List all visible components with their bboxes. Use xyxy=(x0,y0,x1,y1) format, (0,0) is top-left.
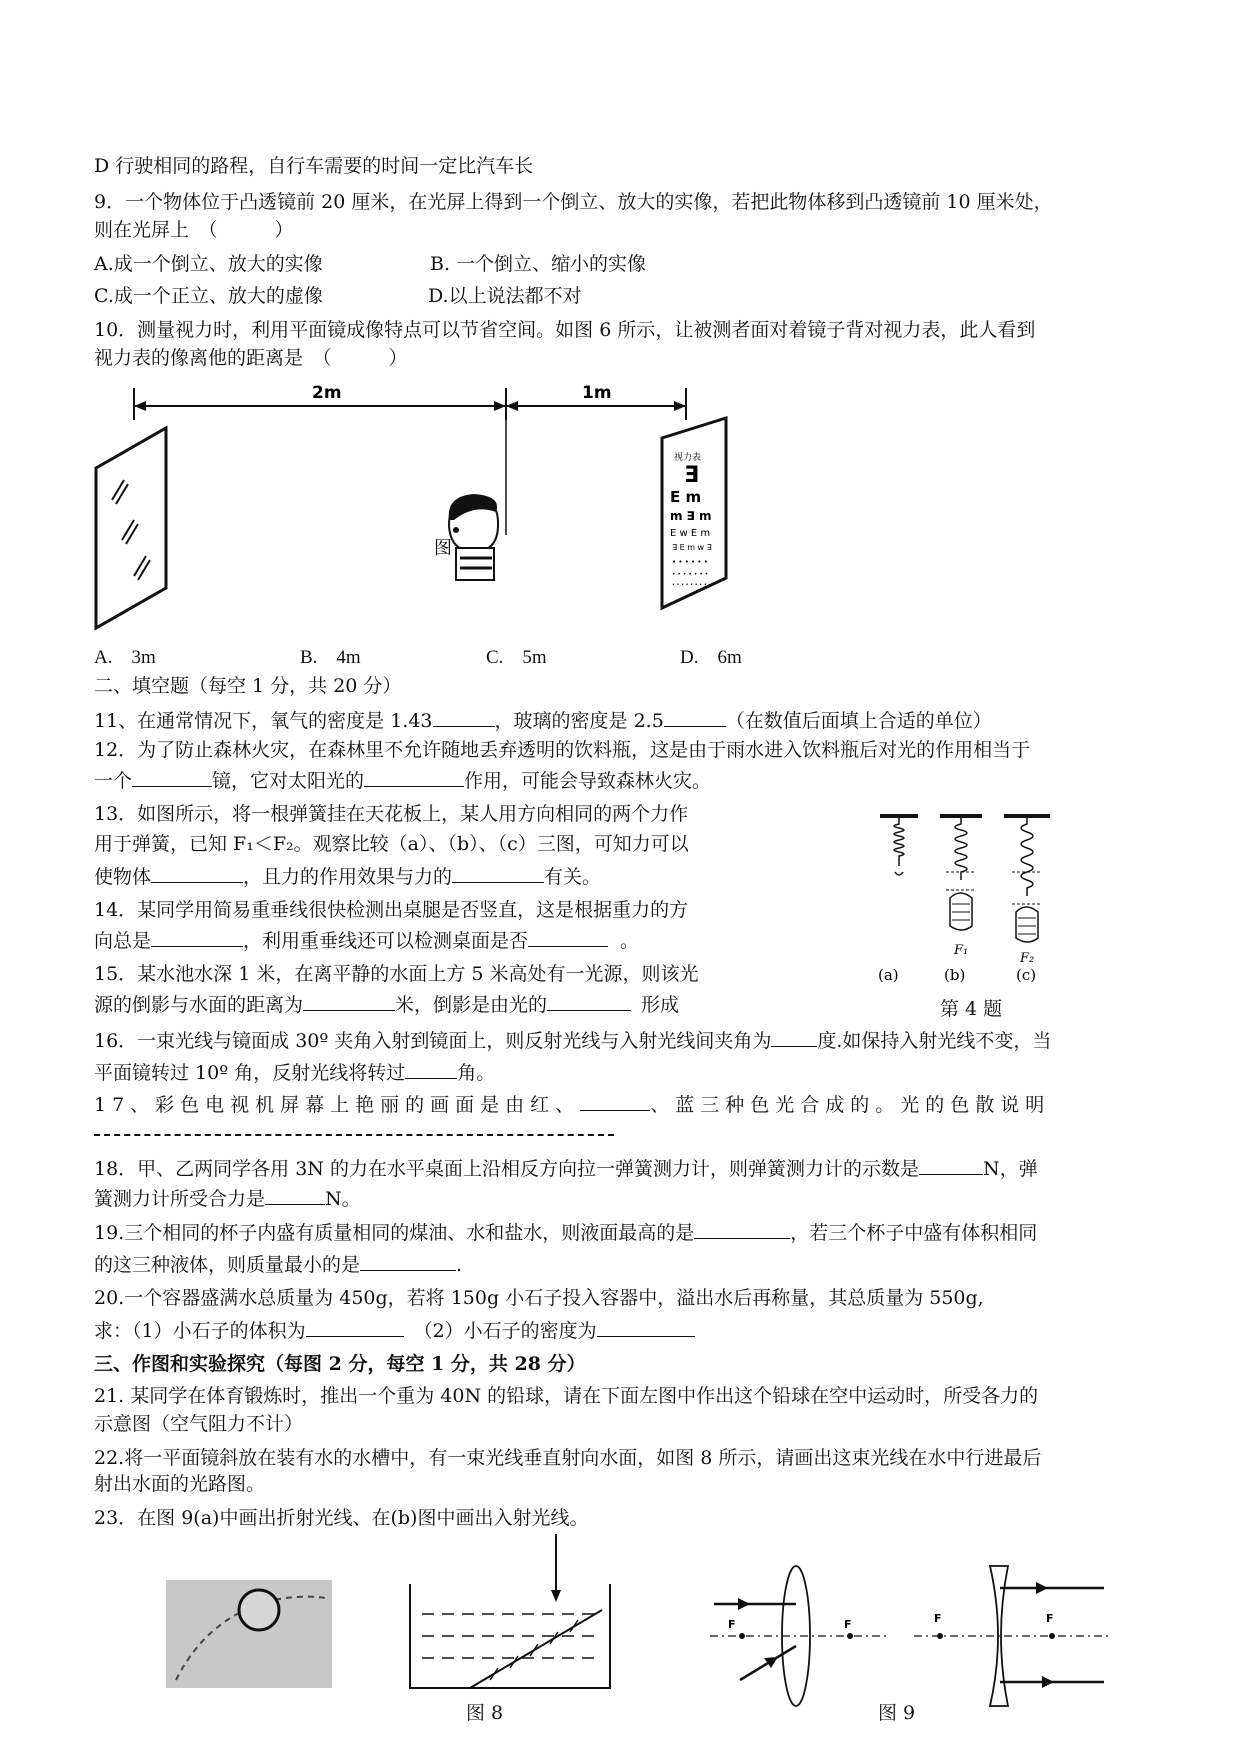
figure-4-caption: 第 4 题 xyxy=(940,998,1003,1020)
q10-option-c: C. 5m xyxy=(486,647,547,668)
question-13-line-1: 13．如图所示，将一根弹簧挂在天花板上，某人用方向相同的两个力作 xyxy=(94,803,689,825)
q10-text-1: 10．测量视力时，利用平面镜成像特点可以节省空间。如图 6 所示，让被测者面对着镜子背对视力表，此人看到 xyxy=(94,319,1036,341)
question-22-line-1: 22.将一平面镜斜放在装有水的水槽中，有一束光线垂直射向水面，如图 8 所示，请画出这束光线在水中行进最后 xyxy=(94,1447,1042,1469)
svg-text:∃ E m w ∃: ∃ E m w ∃ xyxy=(672,543,712,552)
focus-label-a-left: F xyxy=(728,1618,736,1631)
eye-chart-icon xyxy=(662,418,726,608)
question-18-line-2: 簧测力计所受合力是 N。 xyxy=(94,1188,361,1210)
question-11: 11、在通常情况下，氧气的密度是 1.43 ，玻璃的密度是 2.5 （在数值后面填上合适的单位） xyxy=(94,710,992,732)
person-icon xyxy=(434,494,498,580)
svg-text:Ǝ: Ǝ xyxy=(684,463,700,488)
svg-text:• • • • • • •: • • • • • • • xyxy=(672,571,709,578)
question-19-line-1: 19.三个相同的杯子内盛有质量相同的煤油、水和盐水，则液面最高的是 ，若三个杯子中盛有体积相同 xyxy=(94,1222,1038,1244)
question-14-line-2: 向总是 ，利用重垂线还可以检测桌面是否 。 xyxy=(94,930,640,952)
q9-text-1: 9．一个物体位于凸透镜前 20 厘米，在光屏上得到一个倒立、放大的实像，若把此物体移到凸透镜前 10 厘米处， xyxy=(94,191,1053,213)
eye-chart-title: 视力表 xyxy=(674,453,702,463)
q9-option-a: A.成一个倒立、放大的实像 xyxy=(94,253,323,275)
question-22-line-2: 射出水面的光路图。 xyxy=(94,1473,266,1495)
question-19-line-2: 的这三种液体，则质量最小的是 . xyxy=(94,1254,463,1276)
question-18-line-1: 18．甲、乙两同学各用 3N 的力在水平桌面上沿相反方向拉一弹簧测力计，则弹簧测力计的示数是 N，弹 xyxy=(94,1158,1038,1180)
q9-option-d: D.以上说法都不对 xyxy=(428,285,582,307)
question-13-line-3: 使物体 ，且力的作用效果与力的 有关。 xyxy=(94,866,602,888)
question-13-line-2: 用于弹簧，已知 F₁＜F₂。观察比较（a）、（b）、（c）三图，可知力可以 xyxy=(94,833,689,855)
q8-option-d: D 行驶相同的路程，自行车需要的时间一定比汽车长 xyxy=(94,155,534,177)
force-label-f2: F₂ xyxy=(1020,951,1035,966)
question-16-line-2: 平面镜转过 10º 角，反射光线将转过 角。 xyxy=(94,1062,496,1084)
q9-option-c: C.成一个正立、放大的虚像 xyxy=(94,285,323,307)
svg-text:E w E m: E w E m xyxy=(670,528,711,539)
figure-mark: 图 xyxy=(434,538,452,559)
question-16-line-1: 16．一束光线与镜面成 30º 夹角入射到镜面上，则反射光线与入射光线间夹角为 度.如保持入射光线不变，当 xyxy=(94,1030,1052,1052)
figure-9-caption: 图 9 xyxy=(878,1702,916,1724)
question-14-line-1: 14．某同学用简易重垂线很快检测出桌腿是否竖直，这是根据重力的方 xyxy=(94,899,689,921)
svg-text:• • • • • •: • • • • • • xyxy=(672,558,708,566)
focus-label-b-left: F xyxy=(934,1612,942,1625)
label-b: (b) xyxy=(944,966,966,982)
force-label-f1: F₁ xyxy=(954,943,969,958)
q10-option-d: D. 6m xyxy=(680,647,742,668)
question-12-line-2: 一个 镜，它对太阳光的 作用，可能会导致森林火灾。 xyxy=(94,770,712,792)
figure-6 xyxy=(94,380,734,640)
label-c: (c) xyxy=(1016,966,1037,982)
question-20-line-1: 20.一个容器盛满水总质量为 450g，若将 150g 小石子投入容器中，溢出水后再称量，其总质量为 550g, xyxy=(94,1287,984,1309)
mirror-icon xyxy=(96,428,166,628)
q9-option-b: B. 一个倒立、缩小的实像 xyxy=(430,253,647,275)
distance-label-2m: 2m xyxy=(312,383,342,403)
question-17: 17、彩色电视机屏幕上艳丽的画面是由红、 、蓝三种色光合成的。光的色散说明 xyxy=(94,1094,1051,1116)
svg-text:m ∃ m: m ∃ m xyxy=(670,509,712,523)
figure-4-springs xyxy=(870,812,1070,982)
q10-text-2: 视力表的像离他的距离是 （ ） xyxy=(94,347,408,369)
section-3-heading: 三、作图和实验探究（每图 2 分，每空 1 分，共 28 分） xyxy=(94,1353,586,1375)
shot-put-diagram xyxy=(166,1580,332,1688)
q10-option-b: B. 4m xyxy=(300,647,361,668)
question-21-line-1: 21. 某同学在体育锻炼时，推出一个重为 40N 的铅球，请在下面左图中作出这个铅球在空中运动时，所受各力的 xyxy=(94,1385,1039,1407)
question-12-line-1: 12．为了防止森林火灾，在森林里不允许随地丢弃透明的饮料瓶，这是由于雨水进入饮料瓶后对光的作用相当于 xyxy=(94,739,1031,761)
distance-label-1m: 1m xyxy=(582,383,612,403)
figure-8-water-tank xyxy=(400,1530,620,1690)
focus-label-b-right: F xyxy=(1046,1612,1054,1625)
focus-label-a-right: F xyxy=(844,1618,852,1631)
svg-text:• • • • • • • •: • • • • • • • • xyxy=(672,582,707,588)
figure-9-lenses xyxy=(700,1560,1120,1710)
q9-text-2: 则在光屏上 （ ） xyxy=(94,219,294,241)
question-15-line-2: 源的倒影与水面的距离为 米，倒影是由光的 形成 xyxy=(94,994,680,1016)
question-21-line-2: 示意图（空气阻力不计） xyxy=(94,1413,304,1435)
svg-text:E m: E m xyxy=(670,488,702,506)
figure-8-caption: 图 8 xyxy=(466,1702,504,1724)
question-15-line-1: 15．某水池水深 1 米，在离平静的水面上方 5 米高处有一光源，则该光 xyxy=(94,963,699,985)
section-2-heading: 二、填空题（每空 1 分，共 20 分） xyxy=(94,675,402,697)
question-23: 23．在图 9(a)中画出折射光线、在(b)图中画出入射光线。 xyxy=(94,1507,589,1529)
q10-option-a: A. 3m xyxy=(94,647,156,668)
question-20-line-2: 求：（1）小石子的体积为 （2）小石子的密度为 xyxy=(94,1318,695,1343)
label-a: (a) xyxy=(878,966,899,982)
question-17-answer-line xyxy=(94,1134,614,1136)
